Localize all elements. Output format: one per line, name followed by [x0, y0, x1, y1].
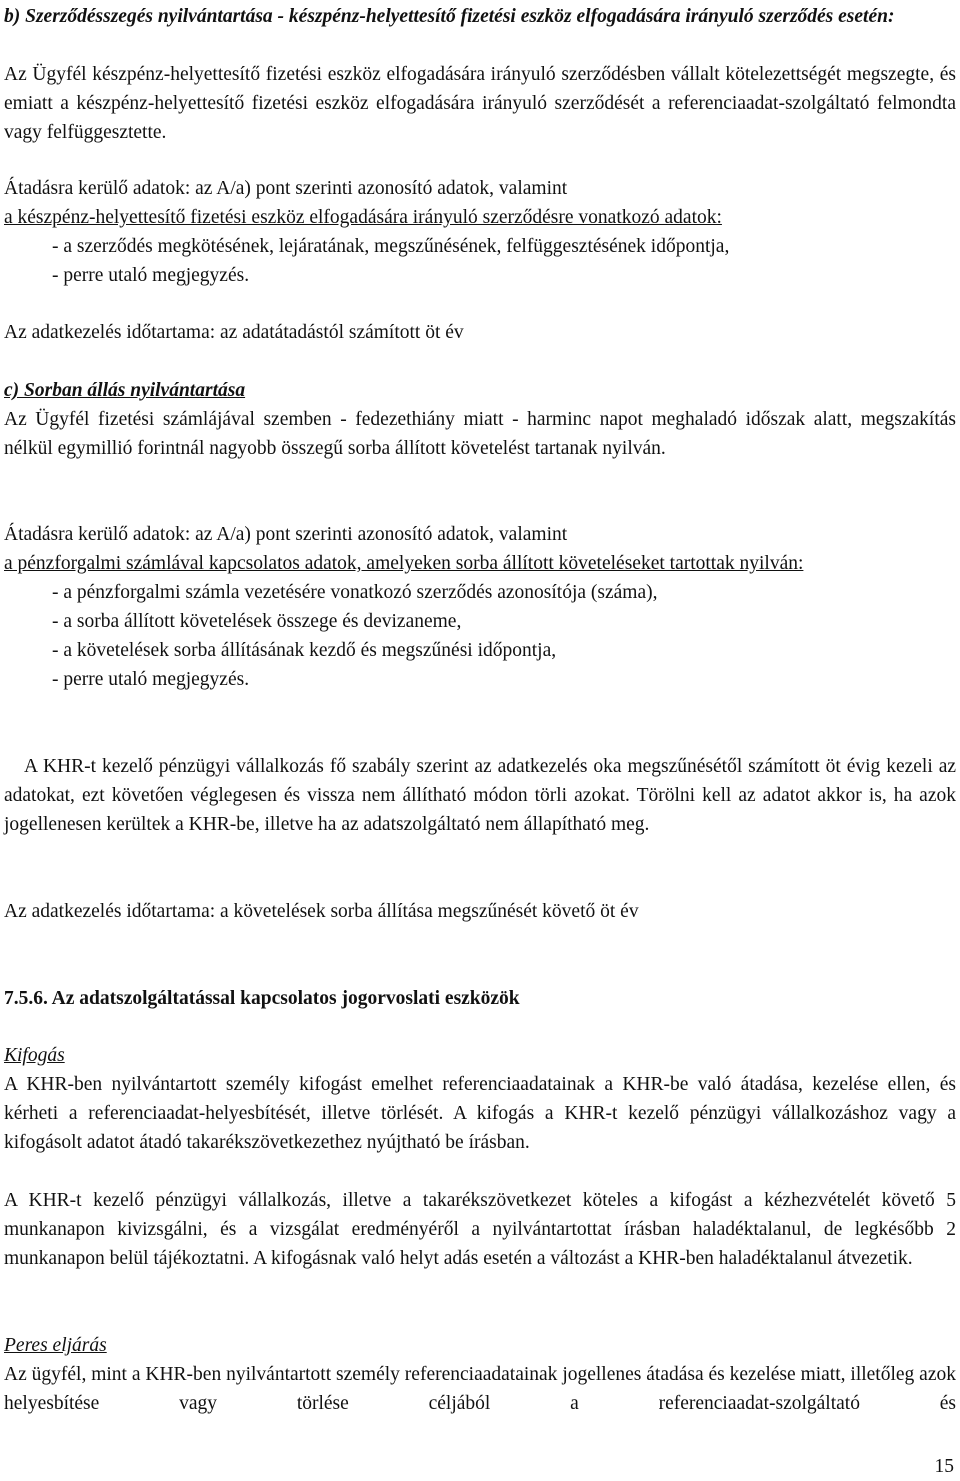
section-c-transfer [4, 520, 956, 694]
section-756-heading: 7.5.6. Az adatszolgáltatással kapcsolatos jogorvoslati eszközök [4, 988, 520, 1009]
section-c-body: Az Ügyfél fizetési számlájával szemben - fedezethiány miatt - harminc napot meghaladó időszak alatt, megszakítás nélkül egymillió forintnál nagyobb összegű sorba állított követelést tartanak nyilván. [4, 409, 956, 459]
objection-paragraph-2: A KHR-t kezelő pénzügyi vállalkozás, illetve a takarékszövetkezet köteles a kifogást a kézhezvételét követő 5 munkanapon kivizsgálni, és a vizsgálat eredményéről a nyilvántartottat írásban haladéktalanul, de legkésőbb 2 munkanapon belül tájékoztatni. A kifogásnak való helyt adás esetén a változást a KHR-ben haladéktalanul átvezetik. [4, 1190, 956, 1269]
section-c-item: - perre utaló megjegyzés. [52, 669, 250, 690]
lawsuit-title: Peres eljárás [4, 1335, 107, 1356]
section-b-transfer [4, 174, 956, 290]
section-c-item: - a pénzforgalmi számla vezetésére vonatkozó szerződés azonosítója (száma), [52, 582, 658, 603]
section-c-transfer-underlined: a pénzforgalmi számlával kapcsolatos adatok, amelyeken sorba állított követeléseket tartottak nyilván: [4, 553, 804, 574]
page-number: 15 [934, 1456, 954, 1477]
section-b-transfer-intro: Átadásra kerülő adatok: az A/a) pont szerinti azonosító adatok, valamint [4, 178, 568, 199]
section-c-item: - a sorba állított követelések összege és devizaneme, [52, 611, 462, 632]
section-b-retention: Az adatkezelés időtartama: az adatátadástól számított öt év [4, 322, 464, 343]
objection-paragraph-1: A KHR-ben nyilvántartott személy kifogást emelhet referenciaadatainak a KHR-be való átadása, kezelése ellen, és kérheti a referenciaadat-helyesbítését, illetve törlését. A kifogás a KHR-t kezelő pénzügyi vállalkozáshoz vagy a kifogásolt adatot átadó takarékszövetkezethez nyújtható be írásban. [4, 1074, 956, 1153]
section-b-item: - perre utaló megjegyzés. [52, 265, 250, 286]
section-c-item: - a követelések sorba állításának kezdő és megszűnési időpontja, [52, 640, 557, 661]
lawsuit-paragraph: Az ügyfél, mint a KHR-ben nyilvántartott személy referenciaadatainak jogellenes átadása és kezelése miatt, illetőleg azok helyesbítése vagy törlése céljából a referenciaadat-szolgáltató és [4, 1364, 956, 1414]
section-c-transfer-intro: Átadásra kerülő adatok: az A/a) pont szerinti azonosító adatok, valamint [4, 524, 568, 545]
section-c-heading: c) Sorban állás nyilvántartása [4, 380, 246, 401]
section-c-retention: Az adatkezelés időtartama: a követelések sorba állítása megszűnését követő öt év [4, 901, 639, 922]
section-b-transfer-underlined: a készpénz-helyettesítő fizetési eszköz elfogadására irányuló szerződésre vonatkozó adatok: [4, 207, 722, 228]
section-b-heading: b) Szerződésszegés nyilvántartása - készpénz-helyettesítő fizetési eszköz elfogadására irányuló szerződés esetén: [4, 6, 895, 27]
khr-retention-paragraph: A KHR-t kezelő pénzügyi vállalkozás fő szabály szerint az adatkezelés oka megszűnésétől számított öt évig kezeli az adatokat, ezt követően véglegesen és vissza nem állítható módon törli azokat. Törölni kell az adatot akkor is, ha azok jogellenesen kerültek a KHR-be, illetve ha az adatszolgáltató nem állapítható meg. [4, 756, 956, 835]
objection-title: Kifogás [4, 1045, 65, 1066]
section-b-body: Az Ügyfél készpénz-helyettesítő fizetési eszköz elfogadására irányuló szerződésben vállalt kötelezettségét megszegte, és emiatt a készpénz-helyettesítő fizetési eszköz elfogadására irányuló szerződését a referenciaadat-szolgáltató felmondta vagy felfüggesztette. [4, 64, 956, 143]
section-b-item: - a szerződés megkötésének, lejáratának, megszűnésének, felfüggesztésének időpontja, [52, 236, 730, 257]
